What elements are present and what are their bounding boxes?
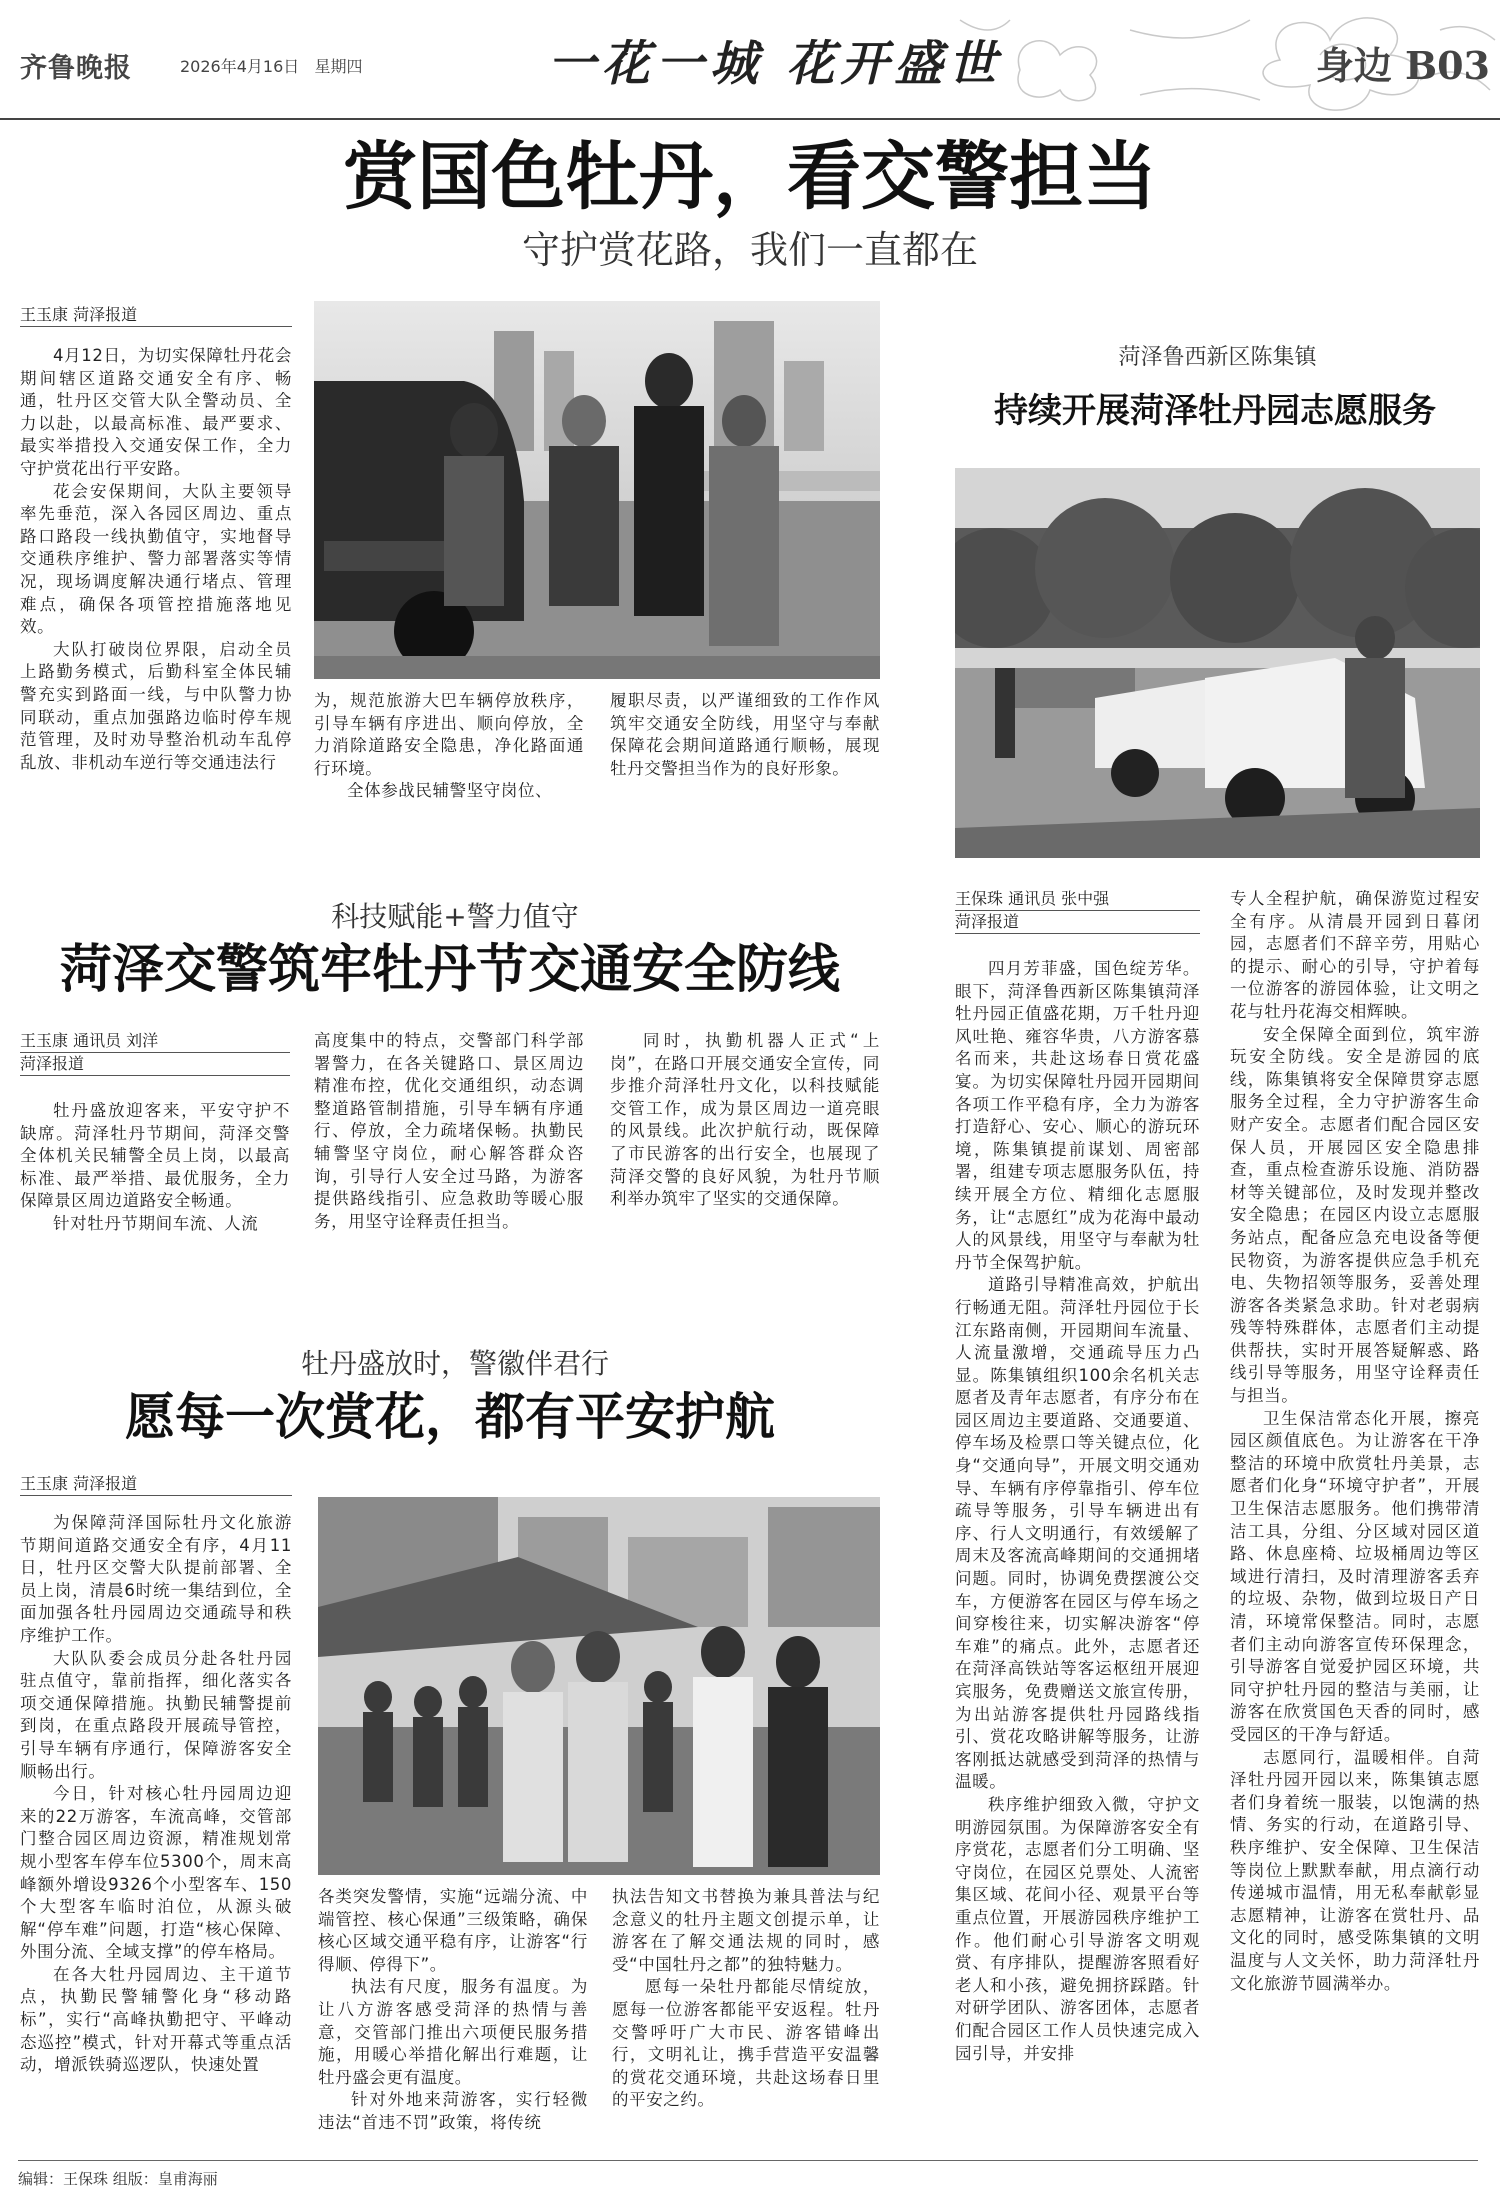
article4-headline: 持续开展菏泽牡丹园志愿服务 <box>994 391 1436 431</box>
article1-headline: 赏国色牡丹，看交警担当 <box>343 134 1157 220</box>
article3-column-3: 执法告知文书替换为兼具普法与纪念意义的牡丹主题文创提示单，让游客在了解交通法规的同时，感受“中国牡丹之都”的独特魅力。 愿每一朵牡丹都能尽情绽放，愿每一位游客都能平安返程。牡丹交警呼吁广大市民、游客错峰出行，文明礼让，携手营造平安温馨的赏花交通环境，共赴这场春日里的平安之约。 <box>612 1887 880 2110</box>
article1-subheadline: 守护赏花路，我们一直都在 <box>521 228 978 272</box>
article1-column-3: 履职尽责，以严谨细致的工作作风筑牢交通安全防线，用坚守与奉献保障花会期间道路通行顺畅，展现牡丹交警担当作为的良好形象。 <box>610 691 880 778</box>
article2-kicker: 科技赋能+警力值守 <box>331 900 579 933</box>
footer-divider <box>18 2160 1478 2161</box>
article2-column-3: 同时，执勤机器人正式“上岗”，在路口开展交通安全宣传，同步推介菏泽牡丹文化，以科技赋能交管工作，成为景区周边一道亮眼的风景线。此次护航行动，既保障了市民游客的出行安全，也展现了菏泽交警的良好风貌，为牡丹节顺利举办筑牢了坚实的交通保障。 <box>610 1031 880 1209</box>
header-divider <box>0 118 1500 120</box>
article3-photo <box>318 1497 880 1875</box>
article2-byline-location: 菏泽报道 <box>20 1053 290 1076</box>
issue-date: 2026年4月16日 星期四 <box>180 57 363 76</box>
article3-byline: 王玉康 菏泽报道 <box>20 1473 292 1496</box>
article1-column-2: 为，规范旅游大巴车辆停放秩序，引导车辆有序进出、顺向停放，全力消除道路安全隐患，净化路面通行环境。 全体参战民辅警坚守岗位、 <box>314 691 584 801</box>
article4-byline: 王保珠 通讯员 张中强 <box>955 888 1200 911</box>
article4-photo <box>955 468 1480 858</box>
article4-column-2: 专人全程护航，确保游览过程安全有序。从清晨开园到日暮闭园，志愿者们不辞辛劳，用贴心的提示、耐心的引导，守护着每一位游客的游园体验，让文明之花与牡丹花海交相辉映。 安全保障全面到位，筑牢游玩安全防线。安全是游园的底线，陈集镇将安全保障贯穿志愿服务全过程，全力守护游客生命财产安全。志愿者们配合园区安保人员，开展园区安全隐患排查，重点检查游乐设施、消防器材等关键部位，及时发现并整改安全隐患；在园区内设立志愿服务站点，配备应急充电设备等便民物资，为游客提供应急手机充电、失物招领等服务，妥善处理游客各类紧急求助。针对老弱病残等特殊群体，志愿者们主动提供帮扶，实时开展答疑解惑、路线引导等服务，用坚守诠释责任与担当。 卫生保洁常态化开展，擦亮园区颜值底色。为让游客在干净整洁的环境中欣赏牡丹美景，志愿者们化身“环境守护者”，开展卫生保洁志愿服务。他们携带清洁工具，分组、分区域对园区道路、休息座椅、垃圾桶周边等区域进行清扫，及时清理游客丢弃的垃圾、杂物，做到垃圾日产日清，环境常保整洁。同时，志愿者们主动向游客宣传环保理念，引导游客自觉爱护园区环境，共同守护牡丹园的整洁与美丽，让游客在欣赏国色天香的同时，感受园区的干净与舒适。 志愿同行，温暖相伴。自菏泽牡丹园开园以来，陈集镇志愿者们身着统一服装，以饱满的热情、务实的行动，在道路引导、秩序维护、安全保障、卫生保洁等岗位上默默奉献，用点滴行动传递城市温情，用无私奉献彰显志愿精神，让游客在赏牡丹、品文化的同时，感受陈集镇的文明温度与人文关怀，助力菏泽牡丹文化旅游节圆满举办。 <box>1230 889 1480 1993</box>
article2-column-1: 牡丹盛放迎客来，平安守护不缺席。菏泽牡丹节期间，菏泽交警全体机关民辅警全员上岗，以最高标准、最严举措、最优服务，全力保障景区周边道路安全畅通。 针对牡丹节期间车流、人流 <box>20 1101 290 1233</box>
article4-byline-location: 菏泽报道 <box>955 911 1200 934</box>
article3-column-2: 各类突发警情，实施“远端分流、中端管控、核心保通”三级策略，确保核心区域交通平稳有序，让游客“行得顺、停得下”。 执法有尺度，服务有温度。为让八方游客感受菏泽的热情与善意，交管部门推出六项便民服务措施，用暖心举措化解出行难题，让牡丹盛会更有温度。 针对外地来菏游客，实行轻微违法“首违不罚”政策，将传统 <box>318 1887 588 2132</box>
page-header <box>0 0 1500 118</box>
article1-photo <box>314 301 880 679</box>
article3-headline: 愿每一次赏花，都有平安护航 <box>125 1387 775 1446</box>
article2-column-2: 高度集中的特点，交警部门科学部署警力，在各关键路口、景区周边精准布控，优化交通组织，动态调整道路管制措施，引导车辆有序通行、停放，全力疏堵保畅。执勤民辅警坚守岗位，耐心解答群众咨询，引导行人安全过马路，为游客提供路线指引、应急救助等暖心服务，用坚守诠释责任担当。 <box>314 1031 584 1231</box>
article2-byline: 王玉康 通讯员 刘洋 <box>20 1030 290 1053</box>
article4-kicker: 菏泽鲁西新区陈集镇 <box>1118 345 1317 370</box>
article3-column-1: 为保障菏泽国际牡丹文化旅游节期间道路交通安全有序，4月11日，牡丹区交警大队提前部署、全员上岗，清晨6时统一集结到位，全面加强各牡丹园周边交通疏导和秩序维护工作。 大队队委会成员分赴各牡丹园驻点值守，靠前指挥，细化落实各项交通保障措施。执勤民辅警提前到岗，在重点路段开展疏导管控，引导车辆有序通行，保障游客安全顺畅出行。 今日，针对核心牡丹园周边迎来的22万游客，车流高峰，交管部门整合园区周边资源，精准规划常规小型客车停车位5300个，周末高峰额外增设9326个小型客车、150个大型客车临时泊位，从源头破解“停车难”问题，打造“核心保障、外围分流、全域支撑”的停车格局。 在各大牡丹园周边、主干道节点，执勤民警辅警化身“移动路标”，实行“高峰执勤把守、平峰动态巡控”模式，针对开幕式等重点活动，增派铁骑巡逻队，快速处置 <box>20 1513 292 2075</box>
header-slogan: 一花一城 花开盛世 <box>547 36 1003 92</box>
editor-credit: 编辑：王保珠 组版：皇甫海丽 <box>18 2170 218 2188</box>
article1-byline: 王玉康 菏泽报道 <box>20 304 292 327</box>
masthead-logo: 齐鲁晚报 <box>20 53 132 84</box>
article4-column-1: 四月芳菲盛，国色绽芳华。眼下，菏泽鲁西新区陈集镇菏泽牡丹园正值盛花期，万千牡丹迎风吐艳、雍容华贵，八方游客慕名而来，共赴这场春日赏花盛宴。为切实保障牡丹园开园期间各项工作平稳有序，全力为游客打造舒心、安心、顺心的游玩环境，陈集镇提前谋划、周密部署，组建专项志愿服务队伍，持续开展全方位、精细化志愿服务，让“志愿红”成为花海中最动人的风景线，用坚守与奉献为牡丹节全保驾护航。 道路引导精准高效，护航出行畅通无阻。菏泽牡丹园位于长江东路南侧，开园期间车流量、人流量激增，交通疏导压力凸显。陈集镇组织100余名机关志愿者及青年志愿者，有序分布在园区周边主要道路、交通要道、停车场及检票口等关键点位，化身“交通向导”，开展文明交通劝导、车辆有序停靠指引、停车位疏导等服务，引导车辆进出有序、行人文明通行，有效缓解了周末及客流高峰期间的交通拥堵问题。同时，协调免费摆渡公交车，方便游客在园区与停车场之间穿梭往来，切实解决游客“停车难”的痛点。此外，志愿者还在菏泽高铁站等客运枢纽开展迎宾服务，免费赠送文旅宣传册，为出站游客提供牡丹园路线指引、赏花攻略讲解等服务，让游客刚抵达就感受到菏泽的热情与温暖。 秩序维护细致入微，守护文明游园氛围。为保障游客安全有序赏花，志愿者们分工明确、坚守岗位，在园区兑票处、人流密集区域、花间小径、观景平台等重点位置，开展游园秩序维护工作。他们耐心引导游客文明观赏、有序排队，提醒游客照看好老人和小孩，避免拥挤踩踏。针对研学团队、游客团体，志愿者们配合园区工作人员快速完成入园引导，并安排 <box>955 959 1200 2063</box>
article3-kicker: 牡丹盛放时，警徽伴君行 <box>300 1347 609 1380</box>
article1-column-1: 4月12日，为切实保障牡丹花会期间辖区道路交通安全有序、畅通，牡丹区交管大队全警动员、全力以赴，以最高标准、最严要求、最实举措投入交通安保工作，全力守护赏花出行平安路。 花会安保期间，大队主要领导率先垂范，深入各园区周边、重点路口路段一线执勤值守，实地督导交通秩序维护、警力部署落实等情况，现场调度解决通行堵点、管理难点，确保各项管控措施落地见效。 大队打破岗位界限，启动全员上路勤务模式，后勤科室全体民辅警充实到路面一线，与中队警力协同联动，重点加强路边临时停车规范管理，及时劝导整治机动车乱停乱放、非机动车逆行等交通违法行 <box>20 346 292 772</box>
article2-headline: 菏泽交警筑牢牡丹节交通安全防线 <box>59 939 840 1000</box>
section-label: 身边 B03 <box>1315 43 1490 88</box>
